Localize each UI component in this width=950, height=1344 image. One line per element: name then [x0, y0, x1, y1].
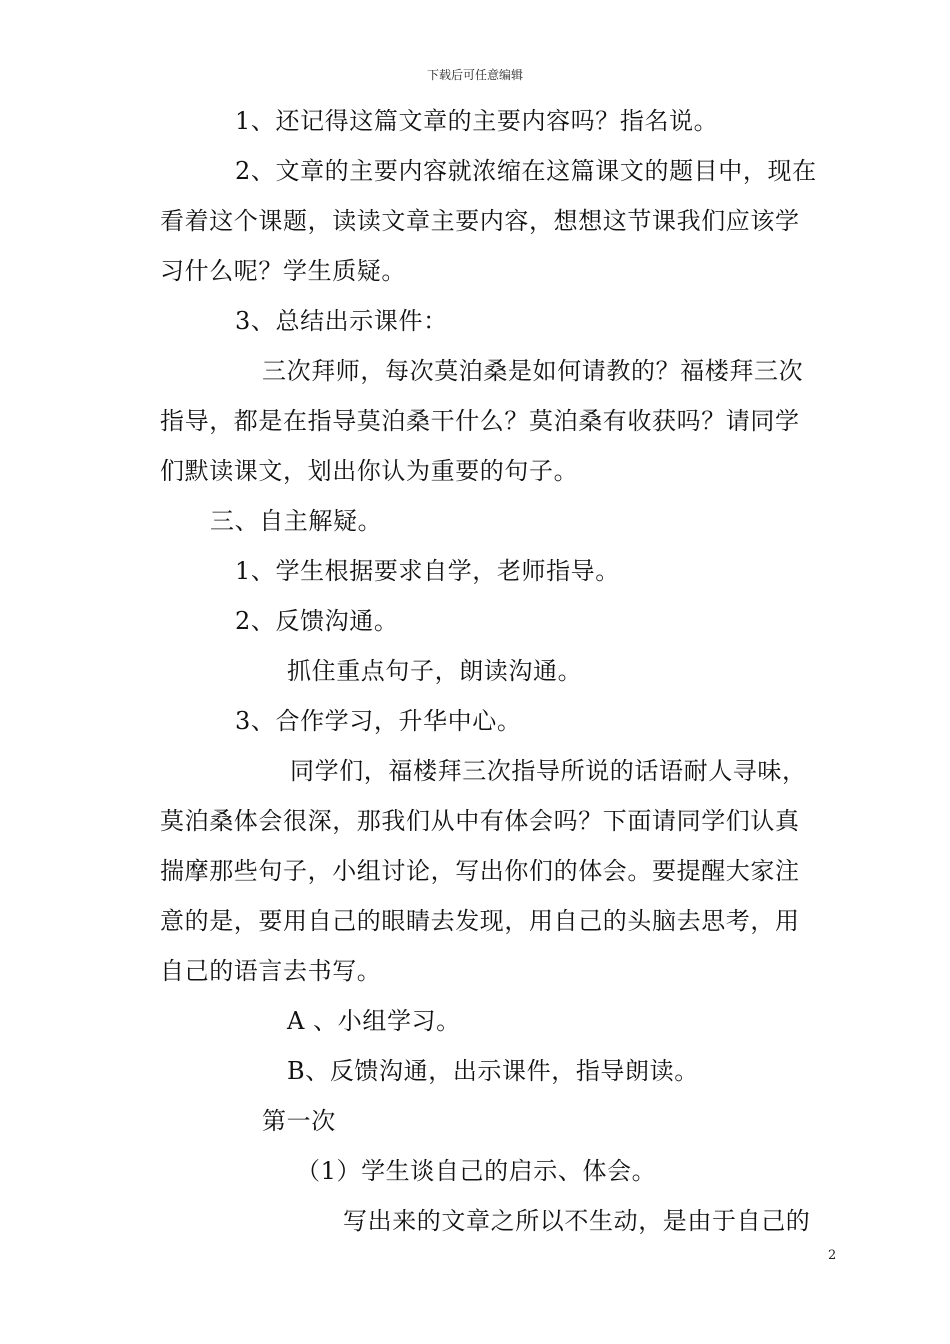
paragraph-line-8: 们默读课文，划出你认为重要的句子。 [160, 457, 579, 485]
paragraph-line-4: 习什么呢？学生质疑。 [160, 257, 406, 285]
paragraph-line-3: 看着这个课题，读读文章主要内容，想想这节课我们应该学 [160, 207, 800, 235]
paragraph-line-16: 揣摩那些句子，小组讨论，写出你们的体会。要提醒大家注 [160, 857, 800, 885]
paragraph-line-10: 1、学生根据要求自学，老师指导。 [235, 557, 620, 585]
paragraph-line-22: （1）学生谈自己的启示、体会。 [296, 1157, 657, 1185]
paragraph-line-23: 写出来的文章之所以不生动，是由于自己的 [343, 1207, 811, 1235]
paragraph-line-1: 1、还记得这篇文章的主要内容吗？指名说。 [235, 107, 719, 135]
paragraph-line-18: 自己的语言去书写。 [160, 957, 382, 985]
paragraph-line-2: 2、文章的主要内容就浓缩在这篇课文的题目中，现在 [235, 157, 817, 185]
paragraph-line-14: 同学们，福楼拜三次指导所说的话语耐人寻味， [290, 757, 807, 785]
paragraph-line-12: 抓住重点句子，朗读沟通。 [287, 657, 583, 685]
page-header: 下载后可任意编辑 [426, 68, 523, 82]
paragraph-line-5: 3、总结出示课件： [235, 307, 448, 335]
paragraph-line-6: 三次拜师，每次莫泊桑是如何请教的？福楼拜三次 [262, 357, 804, 385]
paragraph-line-21: 第一次 [262, 1107, 336, 1135]
page-number: 2 [828, 1248, 837, 1263]
paragraph-line-13: 3、合作学习，升华中心。 [235, 707, 522, 735]
section-heading: 三、自主解疑。 [210, 507, 383, 535]
paragraph-line-20: B、反馈沟通，出示课件，指导朗读。 [287, 1057, 699, 1085]
paragraph-line-19: A 、小组学习。 [287, 1007, 461, 1035]
paragraph-line-7: 指导，都是在指导莫泊桑干什么？莫泊桑有收获吗？请同学 [160, 407, 800, 435]
paragraph-line-17: 意的是，要用自己的眼睛去发现，用自己的头脑去思考，用 [160, 907, 800, 935]
paragraph-line-11: 2、反馈沟通。 [235, 607, 399, 635]
paragraph-line-15: 莫泊桑体会很深，那我们从中有体会吗？下面请同学们认真 [160, 807, 800, 835]
